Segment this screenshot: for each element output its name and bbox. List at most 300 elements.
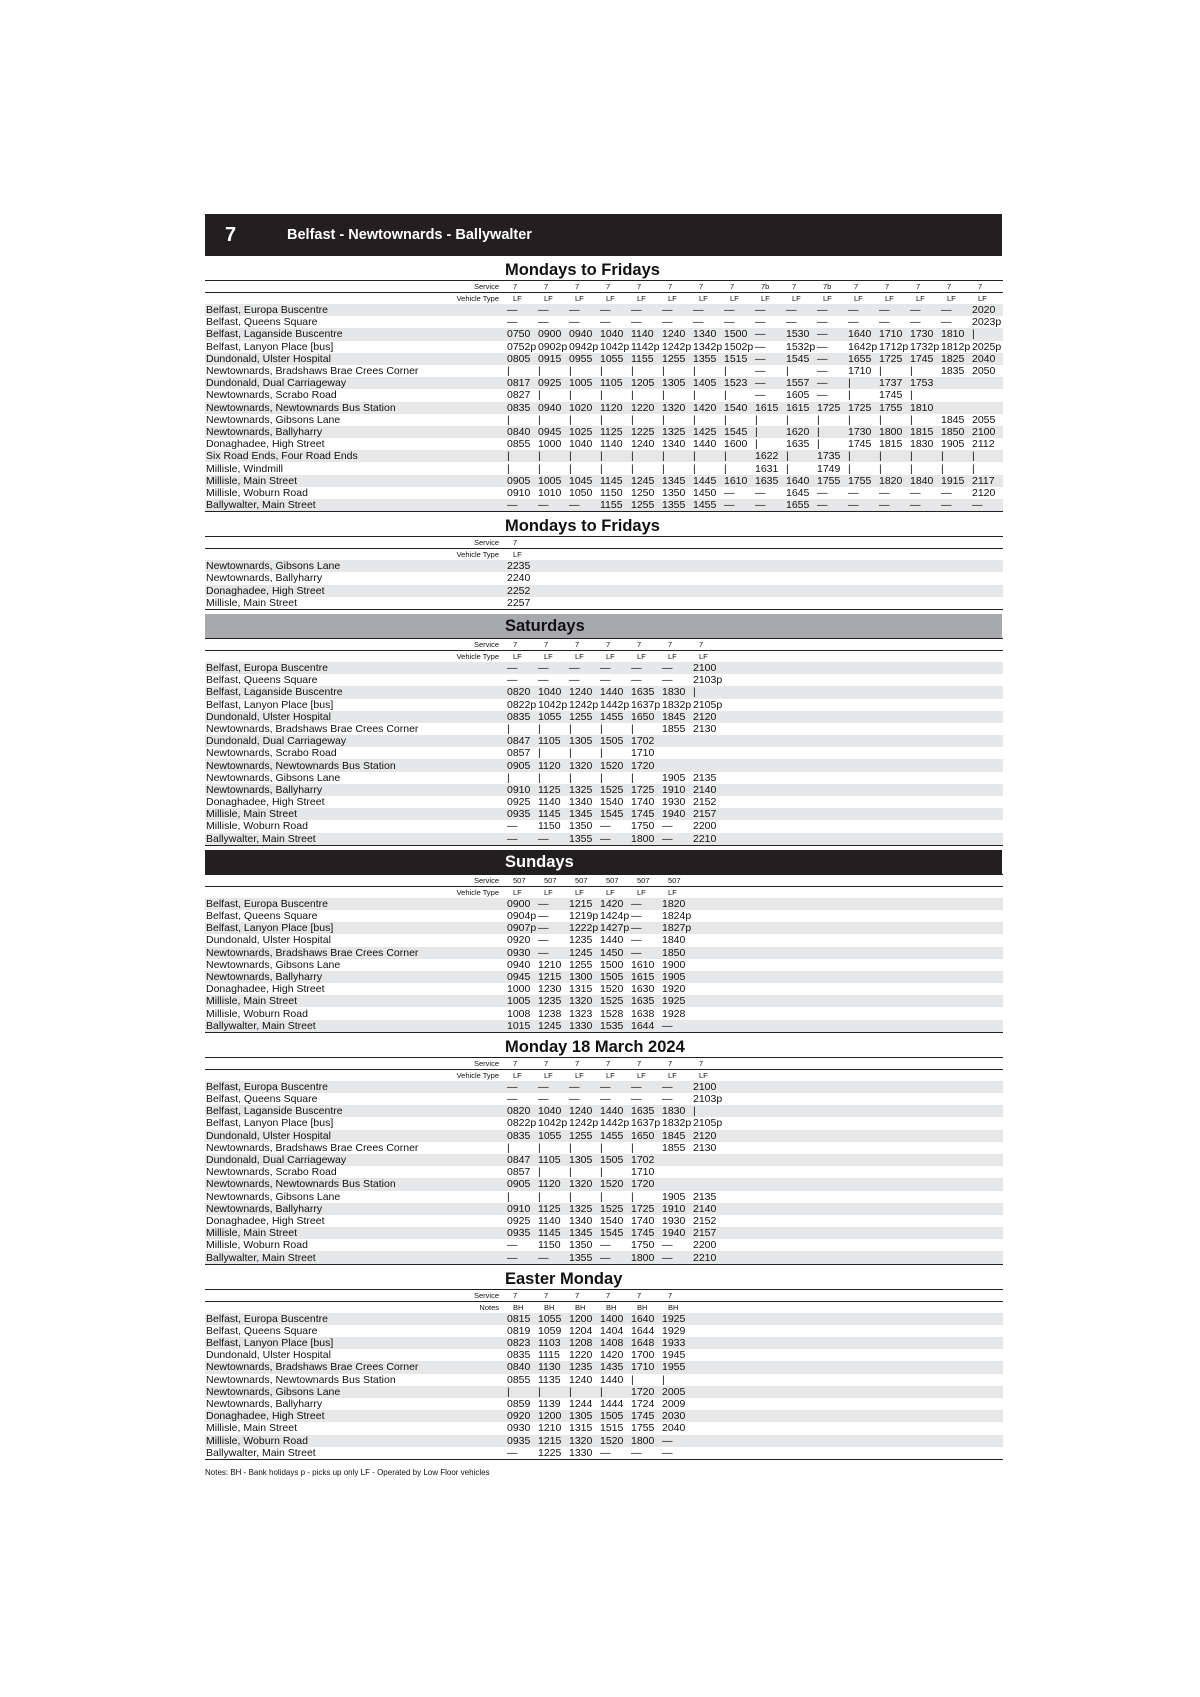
empty-cell	[972, 1081, 1003, 1093]
header-value: LF	[699, 1070, 708, 1080]
time-cell: 1745	[910, 353, 941, 365]
empty-cell	[848, 1007, 879, 1019]
time-cell: 0823	[507, 1337, 538, 1349]
empty-cell	[941, 886, 972, 898]
time-cell: 1835	[941, 365, 965, 378]
time-cell: 1323	[569, 1007, 593, 1020]
empty-cell	[910, 784, 941, 796]
header-label: Service	[205, 874, 507, 886]
table-row	[205, 898, 1003, 910]
empty-cell	[755, 820, 786, 832]
stop-name: Ballywalter, Main Street	[206, 1446, 316, 1459]
empty-cell	[693, 1410, 724, 1422]
table-row	[205, 426, 1003, 438]
empty-cell	[724, 1349, 755, 1361]
empty-cell	[972, 560, 1003, 572]
route-number: 7	[225, 223, 237, 246]
empty-cell	[786, 1057, 817, 1069]
time-cell: 1520	[600, 759, 631, 771]
time-cell: 1215	[569, 898, 600, 910]
empty-cell	[848, 886, 879, 898]
time-cell: 1955	[662, 1361, 693, 1373]
time-cell: —	[538, 922, 569, 934]
stop-name: Newtownards, Newtownards Bus Station	[205, 759, 507, 771]
time-cell: 1730	[848, 426, 879, 438]
empty-cell	[755, 1142, 786, 1154]
empty-cell	[817, 947, 848, 959]
time-cell: 0835	[507, 1349, 531, 1362]
empty-cell	[755, 922, 786, 934]
time-cell: 2105p	[693, 1117, 723, 1130]
empty-cell	[910, 910, 941, 922]
time-cell: 1740	[631, 1214, 655, 1227]
empty-cell	[693, 947, 724, 959]
time-cell: —	[538, 1093, 549, 1106]
empty-cell	[910, 747, 941, 759]
empty-cell	[662, 572, 693, 584]
empty-cell	[817, 585, 848, 597]
empty-cell	[848, 922, 879, 934]
empty-cell	[910, 1435, 941, 1447]
empty-cell	[755, 1081, 786, 1093]
empty-cell	[817, 1166, 848, 1178]
header-value: LF	[513, 1070, 522, 1080]
empty-cell	[786, 549, 817, 561]
header-value: 7	[662, 281, 693, 293]
time-cell: 1210	[538, 958, 562, 971]
time-cell: —	[817, 499, 848, 512]
empty-cell	[693, 983, 724, 995]
empty-cell	[817, 1447, 848, 1460]
empty-cell	[972, 898, 1003, 910]
empty-cell	[879, 711, 910, 723]
empty-cell	[879, 995, 910, 1007]
empty-cell	[817, 1349, 848, 1361]
empty-cell	[693, 910, 724, 922]
timetable-section	[205, 1269, 1002, 1460]
time-cell: —	[631, 1081, 662, 1093]
stop-name: Belfast, Queens Square	[206, 316, 318, 329]
time-cell: —	[507, 674, 518, 687]
empty-cell	[817, 1130, 848, 1142]
time-cell: 1635	[631, 686, 662, 698]
time-cell: |	[879, 450, 910, 462]
time-cell: —	[600, 1251, 631, 1264]
time-cell: 1855	[662, 722, 686, 735]
empty-cell	[693, 537, 724, 549]
stop-name: Belfast, Queens Square	[206, 1324, 318, 1337]
empty-cell	[848, 820, 879, 832]
time-cell: |	[569, 462, 572, 475]
time-cell: 2200	[693, 1239, 717, 1252]
time-cell: 1420	[600, 1349, 624, 1362]
time-cell: 0822p	[507, 1117, 537, 1130]
empty-cell	[600, 549, 631, 561]
empty-cell	[755, 1325, 786, 1337]
empty-cell	[724, 662, 755, 674]
empty-cell	[817, 1069, 848, 1081]
empty-cell	[941, 808, 972, 820]
empty-cell	[941, 638, 972, 650]
header-value: 7	[507, 638, 538, 650]
time-cell: 1305	[569, 1410, 600, 1422]
empty-cell	[724, 1227, 755, 1239]
empty-cell	[972, 947, 1003, 959]
time-cell: 1425	[693, 426, 724, 438]
header-value: 7	[662, 1057, 693, 1069]
time-cell: |	[631, 722, 634, 735]
time-cell: 1502p	[724, 340, 754, 353]
time-cell: 1055	[538, 1130, 569, 1142]
empty-cell	[538, 537, 569, 549]
stop-name: Newtownards, Newtownards Bus Station	[205, 402, 507, 414]
empty-cell	[786, 833, 817, 846]
time-cell: —	[724, 304, 755, 316]
time-cell: |	[600, 389, 603, 402]
empty-cell	[817, 820, 848, 832]
time-cell: 1120	[538, 1178, 569, 1190]
empty-cell	[817, 1337, 848, 1349]
time-cell: 0945	[538, 426, 569, 438]
time-cell: —	[817, 340, 828, 353]
timetable-table	[205, 280, 1003, 512]
time-cell: |	[693, 1105, 724, 1117]
empty-cell	[879, 1410, 910, 1422]
timetable-section	[205, 516, 1002, 610]
time-cell: —	[538, 1081, 569, 1093]
stop-name: Newtownards, Gibsons Lane	[206, 1190, 341, 1203]
time-cell: —	[817, 353, 848, 365]
time-cell: —	[538, 910, 549, 923]
empty-cell	[941, 1239, 972, 1251]
empty-cell	[848, 1130, 879, 1142]
empty-cell	[941, 1422, 972, 1434]
time-cell: 1025	[569, 426, 600, 438]
empty-cell	[879, 971, 910, 983]
time-cell: 1710	[631, 1361, 662, 1373]
time-cell: 0955	[569, 353, 600, 365]
time-cell: 1500	[724, 328, 755, 340]
time-cell: 1142p	[631, 340, 660, 353]
empty-cell	[817, 796, 848, 808]
empty-cell	[848, 1337, 879, 1349]
time-cell: |	[724, 389, 727, 402]
empty-cell	[972, 1239, 1003, 1251]
time-cell: 1042p	[600, 340, 630, 353]
empty-cell	[941, 711, 972, 723]
empty-cell	[786, 1289, 817, 1301]
empty-cell	[972, 711, 1003, 723]
time-cell: —	[631, 922, 662, 934]
time-cell: 1928	[662, 1007, 686, 1020]
empty-cell	[972, 638, 1003, 650]
empty-cell	[910, 1057, 941, 1069]
time-cell: 1125	[538, 1203, 569, 1215]
time-cell: 1340	[693, 328, 724, 340]
empty-cell	[786, 820, 817, 832]
time-cell: 2210	[693, 833, 724, 846]
empty-cell	[724, 597, 755, 610]
time-cell: 2055	[972, 413, 996, 426]
time-cell: 1755	[848, 475, 879, 487]
empty-cell	[755, 1093, 786, 1105]
empty-cell	[848, 747, 879, 759]
time-cell: 1638	[631, 1007, 655, 1020]
time-cell: 1115	[538, 1349, 560, 1362]
stop-name: Ballywalter, Main Street	[205, 1251, 507, 1264]
time-cell: 1655	[848, 353, 879, 365]
time-cell: 1200	[569, 1313, 600, 1325]
empty-cell	[941, 1007, 972, 1019]
empty-cell	[569, 572, 600, 584]
empty-cell	[879, 1142, 910, 1154]
empty-cell	[879, 1289, 910, 1301]
time-cell: 1204	[569, 1324, 593, 1337]
time-cell: 1330	[569, 1020, 600, 1033]
table-row	[205, 1422, 1003, 1434]
stop-name: Dundonald, Dual Carriageway	[205, 735, 507, 747]
empty-cell	[879, 549, 910, 561]
empty-cell	[848, 723, 879, 735]
empty-cell	[817, 650, 848, 662]
table-row	[205, 833, 1003, 846]
empty-cell	[972, 1105, 1003, 1117]
time-cell: 1120	[600, 402, 631, 414]
empty-cell	[786, 1398, 817, 1410]
empty-cell	[972, 662, 1003, 674]
empty-cell	[817, 1410, 848, 1422]
time-cell: 0820	[507, 1105, 538, 1117]
empty-cell	[724, 1154, 755, 1166]
time-cell: 1500	[600, 958, 624, 971]
time-cell: 1042p	[538, 698, 568, 711]
empty-cell	[972, 1069, 1003, 1081]
empty-cell	[941, 1435, 972, 1447]
empty-cell	[941, 560, 972, 572]
time-cell: 2050	[972, 365, 996, 378]
empty-cell	[817, 699, 848, 711]
empty-cell	[879, 808, 910, 820]
empty-cell	[879, 1166, 910, 1178]
time-cell: 1345	[569, 808, 600, 820]
empty-cell	[755, 1057, 786, 1069]
time-cell: 1855	[662, 1141, 686, 1154]
table-row	[205, 1117, 1003, 1129]
stop-name: Millisle, Woburn Road	[206, 820, 308, 833]
time-cell: 1615	[631, 971, 662, 983]
header-value: LF	[575, 651, 584, 661]
empty-cell	[910, 983, 941, 995]
stop-name: Donaghadee, High Street	[206, 796, 325, 809]
empty-cell	[724, 1166, 755, 1178]
empty-cell	[941, 1117, 972, 1129]
header-value: LF	[575, 1070, 584, 1080]
header-value: 7	[507, 537, 538, 549]
stop-name: Belfast, Europa Buscentre	[205, 1313, 507, 1325]
time-cell: 1225	[538, 1446, 562, 1459]
empty-cell	[786, 674, 817, 686]
empty-cell	[879, 1313, 910, 1325]
table-row	[205, 1178, 1003, 1190]
time-cell: —	[662, 304, 693, 316]
empty-cell	[941, 1020, 972, 1033]
time-cell: —	[600, 304, 631, 316]
time-cell: —	[507, 1251, 538, 1264]
time-cell: |	[724, 462, 727, 475]
time-cell: 0935	[507, 808, 538, 820]
empty-cell	[941, 585, 972, 597]
table-row	[205, 316, 1003, 328]
empty-cell	[724, 585, 755, 597]
empty-cell	[910, 1361, 941, 1373]
empty-cell	[910, 549, 941, 561]
table-row	[205, 662, 1003, 674]
empty-cell	[879, 650, 910, 662]
empty-cell	[879, 820, 910, 832]
header-row	[205, 549, 1003, 561]
table-row	[205, 304, 1003, 316]
empty-cell	[693, 874, 724, 886]
empty-cell	[817, 1422, 848, 1434]
time-cell: —	[879, 304, 910, 316]
empty-cell	[538, 560, 569, 572]
stop-name: Donaghadee, High Street	[205, 1410, 507, 1422]
time-cell: 0920	[507, 1410, 538, 1422]
empty-cell	[817, 1374, 848, 1386]
table-row	[205, 1361, 1003, 1373]
empty-cell	[941, 833, 972, 846]
time-cell: 1820	[879, 475, 910, 487]
empty-cell	[848, 1117, 879, 1129]
time-cell: 1745	[879, 389, 903, 402]
time-cell: 0902p	[538, 340, 568, 353]
empty-cell	[786, 1154, 817, 1166]
time-cell: 0907p	[507, 922, 537, 935]
empty-cell	[786, 1337, 817, 1349]
time-cell	[662, 759, 693, 771]
empty-cell	[972, 833, 1003, 846]
time-cell: 1827p	[662, 922, 692, 935]
header-value: BH	[668, 1302, 679, 1312]
time-cell: 1444	[600, 1398, 624, 1411]
empty-cell	[879, 759, 910, 771]
header-value: LF	[637, 887, 646, 897]
time-cell: 1929	[662, 1324, 686, 1337]
header-value: 7	[507, 1289, 538, 1301]
empty-cell	[786, 1410, 817, 1422]
time-cell: 2200	[693, 820, 717, 833]
time-cell: 1200	[538, 1410, 569, 1422]
empty-cell	[755, 638, 786, 650]
time-cell	[693, 1154, 724, 1166]
time-cell: —	[600, 316, 611, 329]
header-value: 7	[538, 638, 569, 650]
empty-cell	[693, 549, 724, 561]
empty-cell	[817, 549, 848, 561]
empty-cell	[848, 971, 879, 983]
time-cell: 2140	[693, 784, 724, 796]
time-cell: 1745	[631, 1227, 662, 1239]
empty-cell	[755, 910, 786, 922]
empty-cell	[941, 784, 972, 796]
empty-cell	[941, 662, 972, 674]
time-cell: |	[879, 365, 882, 378]
empty-cell	[941, 1105, 972, 1117]
empty-cell	[941, 1142, 972, 1154]
time-cell: —	[538, 304, 569, 316]
empty-cell	[600, 560, 631, 572]
empty-cell	[879, 910, 910, 922]
empty-cell	[848, 947, 879, 959]
time-cell: |	[569, 365, 572, 378]
header-value: 7	[569, 638, 600, 650]
time-cell: 1644	[631, 1324, 655, 1337]
stop-name: Millisle, Woburn Road	[205, 1435, 507, 1447]
table-row	[205, 1227, 1003, 1239]
time-cell: 1145	[600, 475, 631, 487]
time-cell: 1700	[631, 1349, 655, 1362]
empty-cell	[848, 1349, 879, 1361]
empty-cell	[910, 1203, 941, 1215]
time-cell: 1825	[941, 353, 972, 365]
time-cell: 1140	[631, 328, 662, 340]
empty-cell	[848, 1435, 879, 1447]
time-cell: 1712p	[879, 340, 909, 353]
time-cell: —	[631, 1093, 642, 1106]
empty-cell	[817, 747, 848, 759]
time-cell: 0855	[507, 438, 531, 451]
empty-cell	[910, 560, 941, 572]
empty-cell	[817, 638, 848, 650]
empty-cell	[755, 1007, 786, 1019]
stop-name: Newtownards, Gibsons Lane	[206, 413, 341, 426]
stop-name: Newtownards, Scrabo Road	[206, 1166, 337, 1179]
empty-cell	[848, 1289, 879, 1301]
empty-cell	[693, 1374, 724, 1386]
time-cell: 1648	[631, 1337, 662, 1349]
stop-name: Dundonald, Dual Carriageway	[205, 1154, 507, 1166]
empty-cell	[786, 886, 817, 898]
empty-cell	[941, 1215, 972, 1227]
time-cell: 1735	[817, 450, 848, 462]
time-cell: |	[972, 450, 1003, 462]
empty-cell	[972, 747, 1003, 759]
time-cell: 1355	[662, 499, 693, 512]
time-cell: |	[631, 365, 634, 378]
empty-cell	[817, 959, 848, 971]
empty-cell	[972, 1203, 1003, 1215]
stop-name: Dundonald, Ulster Hospital	[205, 711, 507, 723]
time-cell: |	[941, 450, 972, 462]
time-cell: 1440	[600, 686, 631, 698]
empty-cell	[879, 1178, 910, 1190]
time-cell: —	[817, 377, 848, 389]
time-cell: —	[941, 316, 952, 329]
empty-cell	[755, 1105, 786, 1117]
time-cell: 1255	[631, 499, 662, 512]
empty-cell	[910, 1289, 941, 1301]
timetable-table	[205, 874, 1003, 1033]
table-row	[205, 759, 1003, 771]
table-row	[205, 1251, 1003, 1264]
empty-cell	[879, 572, 910, 584]
empty-cell	[910, 772, 941, 784]
time-cell: 1235	[569, 934, 593, 947]
time-cell: —	[600, 1093, 611, 1106]
time-cell: 1650	[631, 711, 662, 723]
empty-cell	[786, 959, 817, 971]
empty-cell	[848, 1325, 879, 1337]
